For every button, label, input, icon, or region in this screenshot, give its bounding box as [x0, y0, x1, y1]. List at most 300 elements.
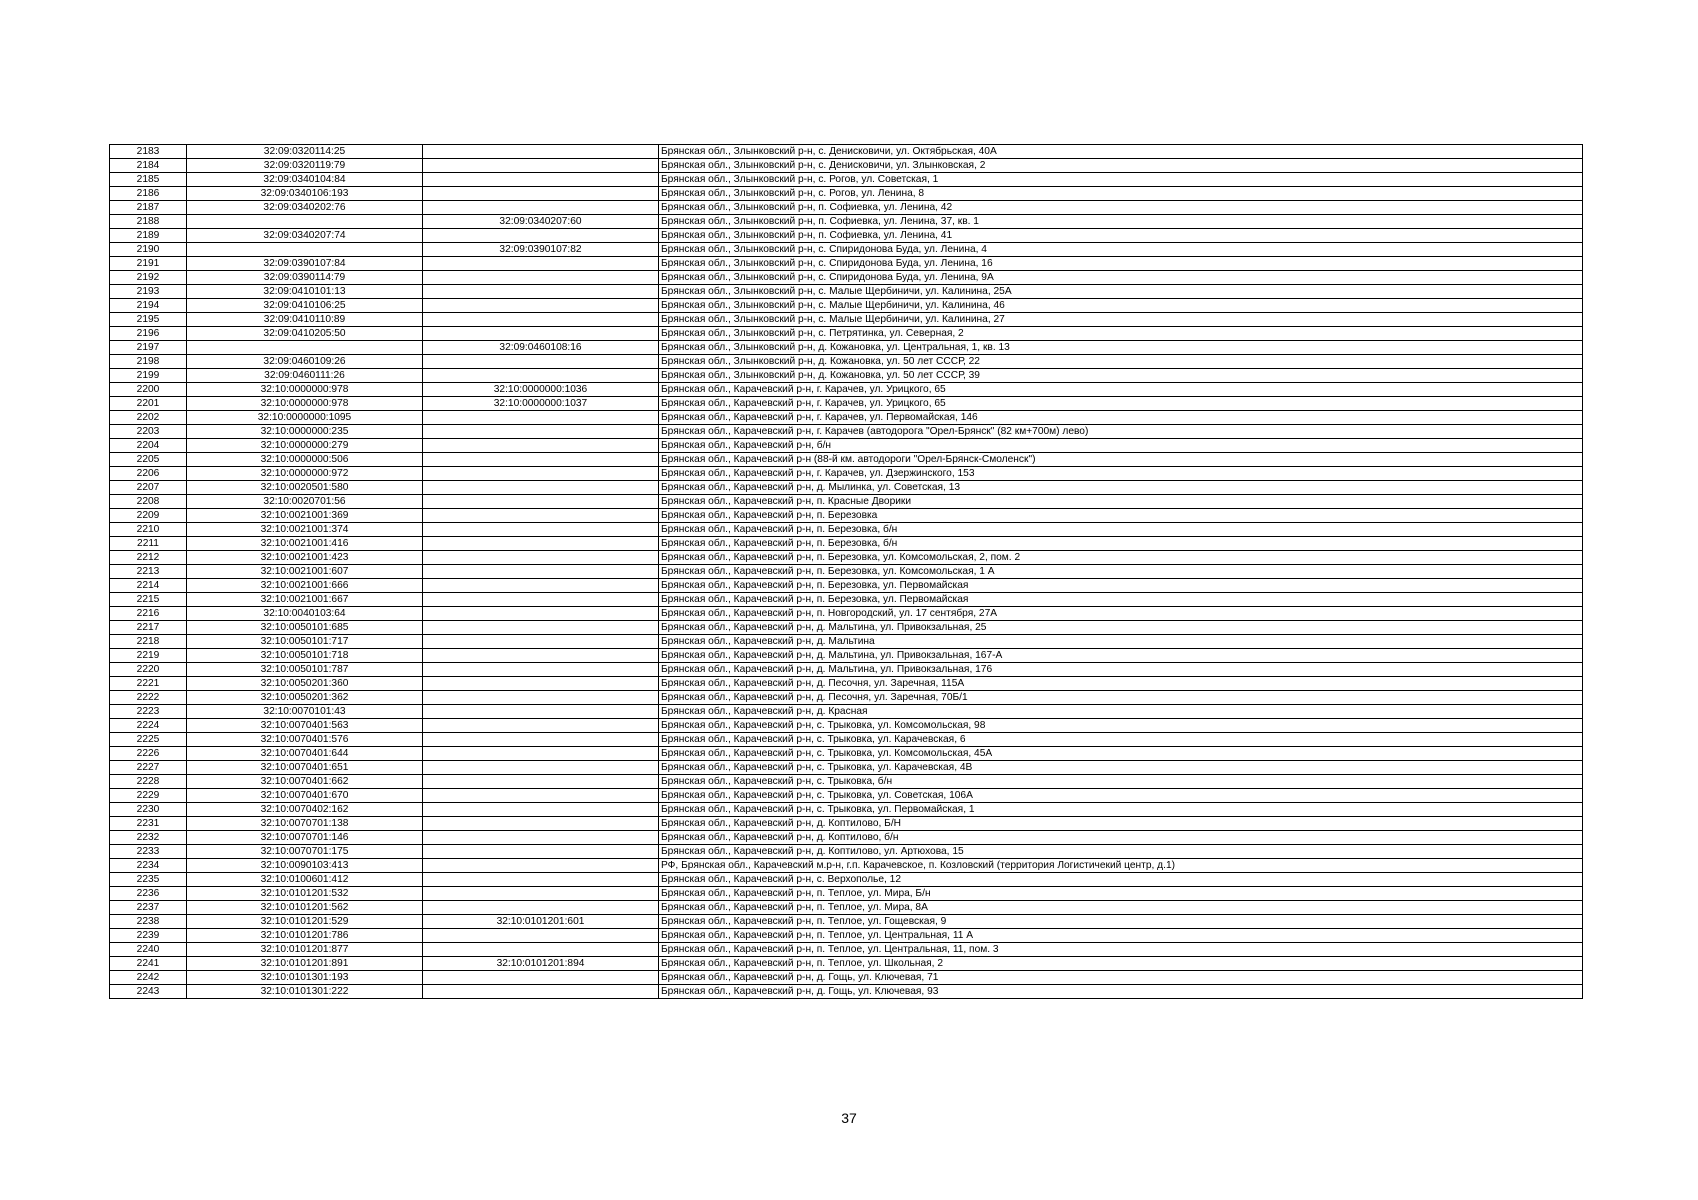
table-row: [110, 607, 1583, 621]
table-row: [110, 173, 1583, 187]
address-cell: Брянская обл., Карачевский р-н, г. Карачев, ул. Урицкого, 65: [659, 383, 1583, 397]
table-row: [110, 201, 1583, 215]
row-number-cell: 2225: [110, 733, 187, 747]
row-number-cell: 2218: [110, 635, 187, 649]
related-cadastral-number-cell: [423, 607, 659, 621]
address-cell: Брянская обл., Карачевский р-н, с. Трыковка, ул. Первомайская, 1: [659, 803, 1583, 817]
related-cadastral-number-cell: [423, 677, 659, 691]
address-cell: Брянская обл., Карачевский р-н, б/н: [659, 439, 1583, 453]
address-cell: Брянская обл., Карачевский р-н, с. Трыковка, ул. Комсомольская, 45А: [659, 747, 1583, 761]
address-cell: Брянская обл., Карачевский р-н, с. Трыковка, ул. Карачевская, 4В: [659, 761, 1583, 775]
cadastral-number-cell: 32:10:0000000:235: [187, 425, 423, 439]
related-cadastral-number-cell: [423, 285, 659, 299]
property-table: [109, 144, 1583, 999]
row-number-cell: 2215: [110, 593, 187, 607]
related-cadastral-number-cell: [423, 831, 659, 845]
table-row: [110, 523, 1583, 537]
cadastral-number-cell: 32:10:0101301:222: [187, 985, 423, 999]
address-cell: Брянская обл., Карачевский р-н, д. Коптилово, ул. Артюхова, 15: [659, 845, 1583, 859]
cadastral-number-cell: 32:09:0340202:76: [187, 201, 423, 215]
cadastral-number-cell: 32:10:0070401:670: [187, 789, 423, 803]
cadastral-number-cell: 32:10:0101201:562: [187, 901, 423, 915]
row-number-cell: 2232: [110, 831, 187, 845]
row-number-cell: 2228: [110, 775, 187, 789]
related-cadastral-number-cell: [423, 901, 659, 915]
table-row: [110, 789, 1583, 803]
row-number-cell: 2203: [110, 425, 187, 439]
table-row: [110, 929, 1583, 943]
address-cell: Брянская обл., Карачевский р-н, п. Березовка, ул. Комсомольская, 1 А: [659, 565, 1583, 579]
table-row: [110, 621, 1583, 635]
related-cadastral-number-cell: [423, 873, 659, 887]
table-row: [110, 733, 1583, 747]
row-number-cell: 2197: [110, 341, 187, 355]
cadastral-number-cell: 32:10:0021001:374: [187, 523, 423, 537]
page-number: 37: [841, 1110, 857, 1126]
related-cadastral-number-cell: [423, 817, 659, 831]
cadastral-number-cell: 32:10:0101201:891: [187, 957, 423, 971]
row-number-cell: 2222: [110, 691, 187, 705]
address-cell: Брянская обл., Карачевский р-н, п. Теплое, ул. Школьная, 2: [659, 957, 1583, 971]
cadastral-number-cell: 32:10:0090103:413: [187, 859, 423, 873]
address-cell: Брянская обл., Злынковский р-н, с. Малые Щербиничи, ул. Калинина, 27: [659, 313, 1583, 327]
related-cadastral-number-cell: [423, 523, 659, 537]
table-row: [110, 467, 1583, 481]
table-row: [110, 271, 1583, 285]
cadastral-number-cell: 32:10:0101301:193: [187, 971, 423, 985]
row-number-cell: 2209: [110, 509, 187, 523]
cadastral-number-cell: 32:10:0000000:279: [187, 439, 423, 453]
table-row: [110, 845, 1583, 859]
table-row: [110, 369, 1583, 383]
table-row: [110, 719, 1583, 733]
cadastral-number-cell: [187, 215, 423, 229]
related-cadastral-number-cell: 32:10:0000000:1037: [423, 397, 659, 411]
table-row: [110, 159, 1583, 173]
table-row: [110, 593, 1583, 607]
row-number-cell: 2242: [110, 971, 187, 985]
table-row: [110, 313, 1583, 327]
related-cadastral-number-cell: [423, 187, 659, 201]
address-cell: Брянская обл., Карачевский р-н, п. Теплое, ул. Гощевская, 9: [659, 915, 1583, 929]
address-cell: Брянская обл., Злынковский р-н, с. Рогов, ул. Ленина, 8: [659, 187, 1583, 201]
row-number-cell: 2192: [110, 271, 187, 285]
address-cell: РФ, Брянская обл., Карачевский м.р-н, г.п. Карачевское, п. Козловский (территория Логистичекий центр, д.1): [659, 859, 1583, 873]
related-cadastral-number-cell: 32:09:0390107:82: [423, 243, 659, 257]
table-row: [110, 873, 1583, 887]
row-number-cell: 2212: [110, 551, 187, 565]
table-row: [110, 481, 1583, 495]
related-cadastral-number-cell: 32:09:0460108:16: [423, 341, 659, 355]
table-row: [110, 635, 1583, 649]
table-row: [110, 397, 1583, 411]
address-cell: Брянская обл., Злынковский р-н, с. Спиридонова Буда, ул. Ленина, 9А: [659, 271, 1583, 285]
related-cadastral-number-cell: [423, 985, 659, 999]
table-row: [110, 775, 1583, 789]
table-row: [110, 187, 1583, 201]
row-number-cell: 2229: [110, 789, 187, 803]
row-number-cell: 2240: [110, 943, 187, 957]
row-number-cell: 2241: [110, 957, 187, 971]
cadastral-number-cell: 32:10:0070402:162: [187, 803, 423, 817]
table-row: [110, 341, 1583, 355]
related-cadastral-number-cell: [423, 495, 659, 509]
related-cadastral-number-cell: [423, 509, 659, 523]
row-number-cell: 2207: [110, 481, 187, 495]
address-cell: Брянская обл., Злынковский р-н, д. Кожановка, ул. Центральная, 1, кв. 13: [659, 341, 1583, 355]
table-row: [110, 229, 1583, 243]
table-row: [110, 145, 1583, 159]
address-cell: Брянская обл., Карачевский р-н, п. Красные Дворики: [659, 495, 1583, 509]
address-cell: Брянская обл., Карачевский р-н, д. Мальтина: [659, 635, 1583, 649]
address-cell: Брянская обл., Карачевский р-н, с. Трыковка, б/н: [659, 775, 1583, 789]
address-cell: Брянская обл., Карачевский р-н, г. Карачев (автодорога "Орел-Брянск" (82 км+700м) лево): [659, 425, 1583, 439]
address-cell: Брянская обл., Карачевский р-н, г. Карачев, ул. Дзержинского, 153: [659, 467, 1583, 481]
cadastral-number-cell: 32:09:0320114:25: [187, 145, 423, 159]
cadastral-number-cell: 32:10:0021001:423: [187, 551, 423, 565]
related-cadastral-number-cell: [423, 579, 659, 593]
related-cadastral-number-cell: [423, 327, 659, 341]
table-row: [110, 537, 1583, 551]
address-cell: Брянская обл., Карачевский р-н, п. Березовка, б/н: [659, 537, 1583, 551]
table-row: [110, 565, 1583, 579]
address-cell: Брянская обл., Карачевский р-н, д. Мальтина, ул. Привокзальная, 176: [659, 663, 1583, 677]
related-cadastral-number-cell: [423, 145, 659, 159]
table-row: [110, 243, 1583, 257]
address-cell: Брянская обл., Злынковский р-н, с. Спиридонова Буда, ул. Ленина, 16: [659, 257, 1583, 271]
cadastral-number-cell: 32:10:0021001:416: [187, 537, 423, 551]
address-cell: Брянская обл., Карачевский р-н, д. Красная: [659, 705, 1583, 719]
row-number-cell: 2184: [110, 159, 187, 173]
cadastral-number-cell: 32:10:0050201:362: [187, 691, 423, 705]
row-number-cell: 2221: [110, 677, 187, 691]
address-cell: Брянская обл., Карачевский р-н, д. Песочня, ул. Заречная, 70Б/1: [659, 691, 1583, 705]
row-number-cell: 2188: [110, 215, 187, 229]
related-cadastral-number-cell: [423, 761, 659, 775]
related-cadastral-number-cell: [423, 691, 659, 705]
address-cell: Брянская обл., Карачевский р-н, с. Верхополье, 12: [659, 873, 1583, 887]
address-cell: Брянская обл., Злынковский р-н, с. Спиридонова Буда, ул. Ленина, 4: [659, 243, 1583, 257]
related-cadastral-number-cell: [423, 733, 659, 747]
row-number-cell: 2195: [110, 313, 187, 327]
row-number-cell: 2223: [110, 705, 187, 719]
cadastral-number-cell: 32:10:0000000:972: [187, 467, 423, 481]
row-number-cell: 2208: [110, 495, 187, 509]
row-number-cell: 2219: [110, 649, 187, 663]
cadastral-number-cell: 32:09:0410205:50: [187, 327, 423, 341]
cadastral-number-cell: 32:10:0101201:532: [187, 887, 423, 901]
table-row: [110, 579, 1583, 593]
related-cadastral-number-cell: [423, 775, 659, 789]
cadastral-number-cell: 32:10:0050201:360: [187, 677, 423, 691]
row-number-cell: 2230: [110, 803, 187, 817]
related-cadastral-number-cell: [423, 257, 659, 271]
row-number-cell: 2239: [110, 929, 187, 943]
table-row: [110, 425, 1583, 439]
row-number-cell: 2206: [110, 467, 187, 481]
related-cadastral-number-cell: [423, 971, 659, 985]
cadastral-number-cell: 32:09:0390107:84: [187, 257, 423, 271]
row-number-cell: 2205: [110, 453, 187, 467]
table-row: [110, 971, 1583, 985]
property-table-body: [110, 145, 1583, 999]
related-cadastral-number-cell: [423, 929, 659, 943]
row-number-cell: 2198: [110, 355, 187, 369]
row-number-cell: 2236: [110, 887, 187, 901]
address-cell: Брянская обл., Злынковский р-н, п. Софиевка, ул. Ленина, 37, кв. 1: [659, 215, 1583, 229]
related-cadastral-number-cell: [423, 299, 659, 313]
address-cell: Брянская обл., Карачевский р-н, д. Мальтина, ул. Привокзальная, 167-А: [659, 649, 1583, 663]
table-row: [110, 691, 1583, 705]
cadastral-number-cell: 32:10:0070401:576: [187, 733, 423, 747]
related-cadastral-number-cell: [423, 537, 659, 551]
related-cadastral-number-cell: [423, 201, 659, 215]
related-cadastral-number-cell: [423, 355, 659, 369]
related-cadastral-number-cell: 32:10:0101201:894: [423, 957, 659, 971]
address-cell: Брянская обл., Карачевский р-н, п. Теплое, ул. Центральная, 11 А: [659, 929, 1583, 943]
related-cadastral-number-cell: [423, 593, 659, 607]
address-cell: Брянская обл., Карачевский р-н, д. Коптилово, б/н: [659, 831, 1583, 845]
table-row: [110, 649, 1583, 663]
table-row: [110, 817, 1583, 831]
row-number-cell: 2211: [110, 537, 187, 551]
address-cell: Брянская обл., Злынковский р-н, с. Рогов, ул. Советская, 1: [659, 173, 1583, 187]
row-number-cell: 2193: [110, 285, 187, 299]
cadastral-number-cell: 32:10:0101201:786: [187, 929, 423, 943]
related-cadastral-number-cell: [423, 887, 659, 901]
address-cell: Брянская обл., Злынковский р-н, с. Малые Щербиничи, ул. Калинина, 46: [659, 299, 1583, 313]
row-number-cell: 2204: [110, 439, 187, 453]
address-cell: Брянская обл., Злынковский р-н, д. Кожановка, ул. 50 лет СССР, 22: [659, 355, 1583, 369]
address-cell: Брянская обл., Злынковский р-н, с. Денисковичи, ул. Октябрьская, 40А: [659, 145, 1583, 159]
related-cadastral-number-cell: [423, 845, 659, 859]
cadastral-number-cell: 32:09:0340104:84: [187, 173, 423, 187]
related-cadastral-number-cell: [423, 271, 659, 285]
related-cadastral-number-cell: 32:10:0101201:601: [423, 915, 659, 929]
address-cell: Брянская обл., Карачевский р-н, п. Теплое, ул. Мира, 8А: [659, 901, 1583, 915]
table-row: [110, 859, 1583, 873]
related-cadastral-number-cell: [423, 453, 659, 467]
cadastral-number-cell: [187, 341, 423, 355]
table-row: [110, 887, 1583, 901]
related-cadastral-number-cell: [423, 229, 659, 243]
cadastral-number-cell: 32:10:0101201:529: [187, 915, 423, 929]
table-row: [110, 831, 1583, 845]
address-cell: Брянская обл., Карачевский р-н, д. Мылинка, ул. Советская, 13: [659, 481, 1583, 495]
row-number-cell: 2235: [110, 873, 187, 887]
table-row: [110, 915, 1583, 929]
row-number-cell: 2190: [110, 243, 187, 257]
address-cell: Брянская обл., Злынковский р-н, с. Малые Щербиничи, ул. Калинина, 25А: [659, 285, 1583, 299]
address-cell: Брянская обл., Злынковский р-н, с. Петрятинка, ул. Северная, 2: [659, 327, 1583, 341]
table-row: [110, 803, 1583, 817]
cadastral-number-cell: 32:10:0050101:717: [187, 635, 423, 649]
related-cadastral-number-cell: [423, 481, 659, 495]
address-cell: Брянская обл., Карачевский р-н, с. Трыковка, ул. Карачевская, 6: [659, 733, 1583, 747]
row-number-cell: 2243: [110, 985, 187, 999]
table-row: [110, 453, 1583, 467]
row-number-cell: 2185: [110, 173, 187, 187]
row-number-cell: 2210: [110, 523, 187, 537]
table-row: [110, 257, 1583, 271]
cadastral-number-cell: 32:10:0021001:667: [187, 593, 423, 607]
cadastral-number-cell: 32:10:0050101:787: [187, 663, 423, 677]
row-number-cell: 2183: [110, 145, 187, 159]
table-row: [110, 985, 1583, 999]
related-cadastral-number-cell: [423, 313, 659, 327]
row-number-cell: 2213: [110, 565, 187, 579]
table-row: [110, 663, 1583, 677]
table-row: [110, 495, 1583, 509]
related-cadastral-number-cell: [423, 369, 659, 383]
cadastral-number-cell: 32:09:0460109:26: [187, 355, 423, 369]
cadastral-number-cell: 32:09:0410106:25: [187, 299, 423, 313]
related-cadastral-number-cell: [423, 663, 659, 677]
address-cell: Брянская обл., Карачевский р-н, д. Гощь, ул. Ключевая, 93: [659, 985, 1583, 999]
related-cadastral-number-cell: [423, 439, 659, 453]
related-cadastral-number-cell: [423, 747, 659, 761]
cadastral-number-cell: 32:10:0070401:644: [187, 747, 423, 761]
table-row: [110, 747, 1583, 761]
row-number-cell: 2226: [110, 747, 187, 761]
row-number-cell: 2237: [110, 901, 187, 915]
related-cadastral-number-cell: [423, 467, 659, 481]
cadastral-number-cell: 32:10:0070701:138: [187, 817, 423, 831]
cadastral-number-cell: 32:10:0101201:877: [187, 943, 423, 957]
table-row: [110, 327, 1583, 341]
cadastral-number-cell: 32:09:0340106:193: [187, 187, 423, 201]
address-cell: Брянская обл., Злынковский р-н, д. Кожановка, ул. 50 лет СССР, 39: [659, 369, 1583, 383]
related-cadastral-number-cell: [423, 565, 659, 579]
row-number-cell: 2234: [110, 859, 187, 873]
row-number-cell: 2194: [110, 299, 187, 313]
address-cell: Брянская обл., Злынковский р-н, п. Софиевка, ул. Ленина, 41: [659, 229, 1583, 243]
table-row: [110, 285, 1583, 299]
address-cell: Брянская обл., Карачевский р-н, п. Березовка, ул. Первомайская: [659, 593, 1583, 607]
address-cell: Брянская обл., Карачевский р-н (88-й км. автодороги "Орел-Брянск-Смоленск"): [659, 453, 1583, 467]
row-number-cell: 2217: [110, 621, 187, 635]
related-cadastral-number-cell: [423, 551, 659, 565]
row-number-cell: 2214: [110, 579, 187, 593]
cadastral-number-cell: 32:10:0070401:662: [187, 775, 423, 789]
cadastral-number-cell: 32:09:0320119:79: [187, 159, 423, 173]
row-number-cell: 2233: [110, 845, 187, 859]
cadastral-number-cell: 32:10:0000000:506: [187, 453, 423, 467]
table-row: [110, 411, 1583, 425]
related-cadastral-number-cell: [423, 649, 659, 663]
row-number-cell: 2216: [110, 607, 187, 621]
row-number-cell: 2220: [110, 663, 187, 677]
cadastral-number-cell: 32:09:0410110:89: [187, 313, 423, 327]
address-cell: Брянская обл., Карачевский р-н, п. Теплое, ул. Мира, Б/н: [659, 887, 1583, 901]
table-row: [110, 901, 1583, 915]
row-number-cell: 2200: [110, 383, 187, 397]
related-cadastral-number-cell: [423, 859, 659, 873]
table-row: [110, 383, 1583, 397]
cadastral-number-cell: 32:10:0070101:43: [187, 705, 423, 719]
address-cell: Брянская обл., Карачевский р-н, п. Березовка, ул. Комсомольская, 2, пом. 2: [659, 551, 1583, 565]
related-cadastral-number-cell: [423, 719, 659, 733]
table-row: [110, 943, 1583, 957]
cadastral-number-cell: 32:09:0340207:74: [187, 229, 423, 243]
address-cell: Брянская обл., Злынковский р-н, с. Денисковичи, ул. Злынковская, 2: [659, 159, 1583, 173]
table-row: [110, 761, 1583, 775]
address-cell: Брянская обл., Карачевский р-н, п. Березовка, б/н: [659, 523, 1583, 537]
address-cell: Брянская обл., Карачевский р-н, с. Трыковка, ул. Комсомольская, 98: [659, 719, 1583, 733]
address-cell: Брянская обл., Карачевский р-н, п. Теплое, ул. Центральная, 11, пом. 3: [659, 943, 1583, 957]
row-number-cell: 2202: [110, 411, 187, 425]
address-cell: Брянская обл., Карачевский р-н, п. Березовка: [659, 509, 1583, 523]
cadastral-number-cell: 32:10:0000000:978: [187, 383, 423, 397]
related-cadastral-number-cell: [423, 411, 659, 425]
related-cadastral-number-cell: [423, 635, 659, 649]
related-cadastral-number-cell: [423, 621, 659, 635]
row-number-cell: 2227: [110, 761, 187, 775]
row-number-cell: 2196: [110, 327, 187, 341]
table-row: [110, 299, 1583, 313]
cadastral-number-cell: 32:10:0000000:1095: [187, 411, 423, 425]
table-row: [110, 215, 1583, 229]
cadastral-number-cell: 32:10:0070701:146: [187, 831, 423, 845]
related-cadastral-number-cell: 32:09:0340207:60: [423, 215, 659, 229]
cadastral-number-cell: 32:09:0410101:13: [187, 285, 423, 299]
related-cadastral-number-cell: [423, 159, 659, 173]
address-cell: Брянская обл., Карачевский р-н, д. Коптилово, Б/Н: [659, 817, 1583, 831]
related-cadastral-number-cell: [423, 803, 659, 817]
address-cell: Брянская обл., Карачевский р-н, г. Карачев, ул. Урицкого, 65: [659, 397, 1583, 411]
related-cadastral-number-cell: [423, 173, 659, 187]
address-cell: Брянская обл., Карачевский р-н, д. Мальтина, ул. Привокзальная, 25: [659, 621, 1583, 635]
table-row: [110, 439, 1583, 453]
cadastral-number-cell: 32:10:0040103:64: [187, 607, 423, 621]
row-number-cell: 2231: [110, 817, 187, 831]
address-cell: Брянская обл., Карачевский р-н, п. Березовка, ул. Первомайская: [659, 579, 1583, 593]
table-row: [110, 677, 1583, 691]
address-cell: Брянская обл., Карачевский р-н, с. Трыковка, ул. Советская, 106А: [659, 789, 1583, 803]
cadastral-number-cell: 32:10:0000000:978: [187, 397, 423, 411]
row-number-cell: 2187: [110, 201, 187, 215]
cadastral-number-cell: 32:09:0460111:26: [187, 369, 423, 383]
cadastral-number-cell: 32:10:0020501:580: [187, 481, 423, 495]
cadastral-number-cell: 32:10:0070401:563: [187, 719, 423, 733]
related-cadastral-number-cell: [423, 425, 659, 439]
row-number-cell: 2191: [110, 257, 187, 271]
table-row: [110, 551, 1583, 565]
table-row: [110, 705, 1583, 719]
row-number-cell: 2199: [110, 369, 187, 383]
address-cell: Брянская обл., Карачевский р-н, п. Новгородский, ул. 17 сентября, 27А: [659, 607, 1583, 621]
row-number-cell: 2238: [110, 915, 187, 929]
row-number-cell: 2189: [110, 229, 187, 243]
cadastral-number-cell: 32:09:0390114:79: [187, 271, 423, 285]
cadastral-number-cell: 32:10:0021001:607: [187, 565, 423, 579]
cadastral-number-cell: 32:10:0020701:56: [187, 495, 423, 509]
cadastral-number-cell: 32:10:0021001:666: [187, 579, 423, 593]
cadastral-number-cell: 32:10:0070701:175: [187, 845, 423, 859]
related-cadastral-number-cell: [423, 789, 659, 803]
address-cell: Брянская обл., Карачевский р-н, г. Карачев, ул. Первомайская, 146: [659, 411, 1583, 425]
table-row: [110, 957, 1583, 971]
address-cell: Брянская обл., Карачевский р-н, д. Гощь, ул. Ключевая, 71: [659, 971, 1583, 985]
cadastral-number-cell: [187, 243, 423, 257]
cadastral-number-cell: 32:10:0021001:369: [187, 509, 423, 523]
cadastral-number-cell: 32:10:0100601:412: [187, 873, 423, 887]
address-cell: Брянская обл., Карачевский р-н, д. Песочня, ул. Заречная, 115А: [659, 677, 1583, 691]
related-cadastral-number-cell: [423, 705, 659, 719]
row-number-cell: 2186: [110, 187, 187, 201]
related-cadastral-number-cell: 32:10:0000000:1036: [423, 383, 659, 397]
cadastral-number-cell: 32:10:0050101:685: [187, 621, 423, 635]
